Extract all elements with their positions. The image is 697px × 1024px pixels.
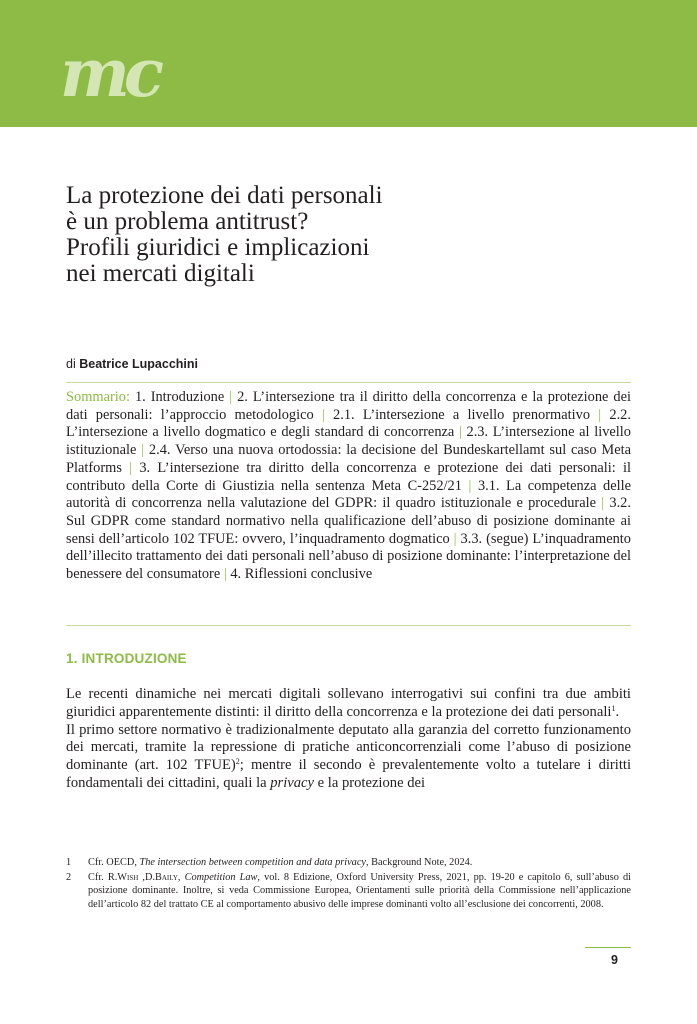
- footnote: [66, 856, 631, 869]
- journal-logo: mc: [60, 34, 159, 112]
- toc-separator: |: [229, 389, 233, 405]
- article-title: [66, 183, 546, 287]
- footnotes: [66, 856, 631, 913]
- footnote-text: ,D.: [138, 872, 155, 884]
- paragraph: [66, 686, 631, 722]
- toc-separator: |: [141, 442, 145, 459]
- header-banner: [0, 0, 697, 127]
- author-name: Beatrice Lupacchini: [79, 357, 199, 371]
- toc-item: 4. Riflessioni conclusive: [230, 566, 373, 583]
- byline: [66, 357, 198, 371]
- toc-separator: |: [601, 495, 605, 512]
- toc-item: 3.1. La competenza delle autorità di concorrenza nella valutazione del GDPR: il quadro istituzionale e procedurale: [66, 477, 631, 512]
- title-line: La protezione dei dati personali: [66, 182, 383, 209]
- paragraph-text: Il primo settore normativo è tradizionalmente deputato alla garanzia del corretto funzionamento dei mercati, tramite la repressione di pratiche anticoncorrenziali come l’abuso di posizione dominante (art. 102 TFUE): [66, 721, 631, 774]
- divider: [66, 625, 631, 626]
- toc-item: 3.2. Sul GDPR come standard normativo nella qualificazione dell’abuso di posizione dominante ai sensi dell’articolo 102 TFUE: ovvero, l’inquadramento dogmatico: [66, 495, 631, 547]
- emphasis: privacy: [270, 774, 315, 791]
- table-of-contents: [66, 389, 631, 584]
- paragraph-text: e la protezione dei: [314, 774, 426, 791]
- toc-separator: |: [458, 424, 462, 441]
- page-number-rule: [585, 947, 631, 948]
- footnote-title: Competition Law: [184, 872, 258, 884]
- toc-item: 2.4. Verso una nuova ortodossia: la decisione del Bundeskartellamt sul caso Meta Platforms: [66, 442, 631, 476]
- footnote-ref: 2: [235, 757, 240, 767]
- title-line: nei mercati digitali: [66, 260, 255, 287]
- toc-item: 1. Introduzione: [134, 389, 225, 405]
- footnote-text: , vol. 8 Edizione, Oxford University Press, 2021, pp. 19-20 e capitolo 6, sull’abuso di posizione dominante. Inoltre, si veda Commissione Europea, Orientamenti sulle priorità della Commissione nell’applicazione dell’articolo 82 del trattato CE al comportamento abusivo delle imprese dominanti volto all’esclusione dei concorrenti, 2008.: [88, 872, 631, 910]
- footnote-title: The intersection between competition and data privacy: [139, 857, 366, 868]
- paragraph: [66, 722, 631, 793]
- divider: [66, 382, 631, 383]
- paragraph-text: .: [615, 703, 620, 720]
- toc-item: 3. L’intersezione tra diritto della concorrenza e protezione dei dati personali: il contributo della Corte di Giustizia nella sentenza Meta C-252/21: [66, 459, 631, 494]
- title-line: Profili giuridici e implicazioni: [66, 234, 370, 261]
- toc-item: 2. L’intersezione tra il diritto della concorrenza e la protezione dei dati personali: l’approccio metodologico: [66, 389, 631, 423]
- footnote-author: Wish: [117, 872, 139, 884]
- toc-item: 2.2. L’intersezione a livello dogmatico e degli standard di concorrenza: [66, 406, 631, 441]
- toc-separator: |: [468, 477, 472, 494]
- footnote-ref: 1: [611, 703, 616, 713]
- paragraph-text: ; mentre il secondo è prevalentemente volto a tutelare i diritti fondamentali dei cittadini, quali la: [66, 757, 631, 791]
- paragraph-text: Le recenti dinamiche nei mercati digitali sollevano interrogativi sui confini tra due ambiti giuridici apparentemente distinti: il diritto della concorrenza e la protezione dei dati personali: [66, 686, 631, 720]
- title-line: è un problema antitrust?: [66, 208, 309, 235]
- byline-prefix: di: [66, 357, 76, 371]
- footnote-number: 2: [66, 872, 72, 884]
- footnote-number: 1: [66, 857, 72, 868]
- toc-item: 2.3. L’intersezione al livello istituzionale: [66, 424, 631, 459]
- toc-item: 3.3. (segue) L’inquadramento dell’illecito trattamento dei dati personali nell’abuso di posizione dominante: l’interpretazione del benessere del consumatore: [66, 530, 631, 583]
- body-text: [66, 686, 631, 793]
- toc-separator: |: [453, 530, 457, 547]
- footnote-text: , Background Note, 2024.: [365, 857, 473, 868]
- section-heading: 1. INTRODUZIONE: [66, 651, 187, 666]
- toc-separator: |: [129, 459, 133, 476]
- toc-separator: |: [321, 406, 325, 423]
- footnote-text: Cfr. R.: [88, 872, 118, 884]
- footnote: [66, 871, 631, 911]
- toc-separator: |: [223, 566, 227, 583]
- page-number: 9: [611, 953, 618, 967]
- footnote-text: Cfr. OECD,: [88, 857, 140, 868]
- toc-separator: |: [598, 406, 602, 423]
- toc-item: 2.1. L’intersezione a livello prenormativo: [333, 406, 591, 423]
- footnote-author: Baily: [155, 872, 178, 884]
- summary-label: Sommario:: [66, 389, 130, 405]
- footnote-text: ,: [177, 872, 185, 884]
